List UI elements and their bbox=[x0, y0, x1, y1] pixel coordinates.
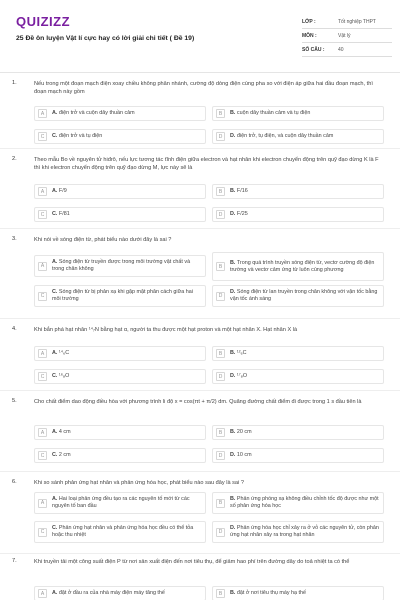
option-text: F/16 bbox=[236, 188, 248, 194]
option-text: Hai loại phản ứng đều tạo ra các nguyên tố mới từ các nguyên tố ban đầu bbox=[52, 496, 190, 509]
option-letter: A bbox=[38, 187, 47, 196]
option-text: điện trở và tụ điện bbox=[58, 133, 103, 139]
meta-row-class bbox=[302, 15, 392, 29]
meta-row-count bbox=[302, 43, 392, 57]
option-a[interactable] bbox=[34, 106, 206, 121]
option-d[interactable] bbox=[212, 521, 384, 543]
option-text: ¹²₆C bbox=[236, 350, 247, 356]
option-text: 10 cm bbox=[236, 452, 252, 458]
option-key: B. bbox=[230, 110, 236, 116]
question-number: 2. bbox=[12, 156, 17, 162]
option-letter: A bbox=[38, 109, 47, 118]
quizizz-logo: QUIZIZZ bbox=[16, 14, 71, 29]
option-c[interactable] bbox=[34, 285, 206, 307]
option-d[interactable] bbox=[212, 207, 384, 222]
option-d[interactable] bbox=[212, 369, 384, 384]
meta-key: MÔN : bbox=[302, 32, 317, 39]
meta-value: 40 bbox=[338, 46, 344, 53]
option-key: D. bbox=[230, 373, 236, 379]
option-text: 20 cm bbox=[236, 429, 252, 435]
option-key: C. bbox=[52, 133, 58, 139]
option-key: D. bbox=[230, 211, 236, 217]
option-letter: D bbox=[216, 372, 225, 381]
option-a[interactable] bbox=[34, 346, 206, 361]
option-text: điện trở và cuộn dây thuần cảm bbox=[58, 110, 135, 116]
option-text: Sóng điện từ truyền được trong môi trường vật chất và trong chân không bbox=[52, 259, 191, 272]
option-c[interactable] bbox=[34, 369, 206, 384]
meta-row-subject bbox=[302, 29, 392, 43]
option-key: B. bbox=[230, 429, 236, 435]
option-text: Trong quá trình truyền sóng điện từ, vectơ cường độ điện trường và vectơ cảm ứng từ luôn cùng phương bbox=[230, 259, 375, 273]
option-text: Phản ứng hạt nhân và phản ứng hóa học đều có thể tỏa hoặc thu nhiệt bbox=[52, 525, 194, 538]
option-key: A. bbox=[52, 429, 58, 435]
question-divider bbox=[0, 228, 400, 229]
option-letter: D bbox=[216, 451, 225, 460]
option-letter: A bbox=[38, 428, 47, 437]
option-text: F/25 bbox=[236, 211, 248, 217]
option-a[interactable] bbox=[34, 425, 206, 440]
option-c[interactable] bbox=[34, 207, 206, 222]
option-key: A. bbox=[52, 188, 58, 194]
option-c[interactable] bbox=[34, 129, 206, 144]
question-divider bbox=[0, 390, 400, 391]
option-key: B. bbox=[230, 188, 236, 194]
option-text: đặt ở nơi tiêu thụ máy hạ thế bbox=[236, 590, 307, 596]
option-a[interactable] bbox=[34, 492, 206, 514]
option-letter: B bbox=[216, 109, 225, 118]
option-letter: D bbox=[216, 292, 225, 301]
option-text: ¹⁶₈O bbox=[58, 373, 70, 379]
option-key: B. bbox=[230, 350, 236, 356]
option-letter: C bbox=[38, 210, 47, 219]
option-key: A. bbox=[52, 259, 58, 265]
meta-key: SỐ CÂU : bbox=[302, 46, 325, 53]
question-divider bbox=[0, 471, 400, 472]
option-letter: C bbox=[38, 451, 47, 460]
option-d[interactable] bbox=[212, 448, 384, 463]
option-text: đặt ở đầu ra của nhà máy điện máy tăng thế bbox=[58, 590, 165, 596]
option-key: C. bbox=[52, 373, 58, 379]
option-key: A. bbox=[52, 350, 58, 356]
question-divider bbox=[0, 148, 400, 149]
option-d[interactable] bbox=[212, 129, 384, 144]
option-key: B. bbox=[230, 590, 236, 596]
option-b[interactable] bbox=[212, 492, 384, 514]
option-a[interactable] bbox=[34, 255, 206, 277]
option-b[interactable] bbox=[212, 346, 384, 361]
option-key: D. bbox=[230, 525, 236, 531]
option-letter: C bbox=[38, 528, 47, 537]
option-letter: C bbox=[38, 372, 47, 381]
question-number: 5. bbox=[12, 398, 17, 404]
question-text: Khi so sánh phản ứng hạt nhân và phản ứng hóa học, phát biểu nào sau đây là sai ? bbox=[34, 480, 244, 486]
option-key: A. bbox=[52, 496, 58, 502]
option-b[interactable] bbox=[212, 586, 384, 600]
question-divider bbox=[0, 553, 400, 554]
option-text: Sóng điện từ bị phản xạ khi gặp mặt phân cách giữa hai môi trường bbox=[52, 289, 193, 302]
document-title: 25 Đề ôn luyện Vật lí cực hay có lời giải chi tiết ( Đề 19) bbox=[16, 35, 195, 42]
option-letter: C bbox=[38, 132, 47, 141]
option-b[interactable] bbox=[212, 184, 384, 199]
option-c[interactable] bbox=[34, 521, 206, 543]
option-text: Phản ứng phóng xạ không điều chỉnh tốc độ được như một số phản ứng hóa học bbox=[230, 496, 379, 509]
option-text: ¹⁴₆C bbox=[58, 350, 70, 356]
option-key: C. bbox=[52, 525, 58, 531]
option-key: B. bbox=[230, 496, 236, 502]
question-number: 1. bbox=[12, 80, 17, 86]
document-header bbox=[0, 0, 400, 74]
option-letter: A bbox=[38, 349, 47, 358]
option-key: A. bbox=[52, 110, 58, 116]
option-b[interactable] bbox=[212, 252, 384, 281]
meta-value: Tốt nghiệp THPT bbox=[338, 18, 376, 25]
question-text: Khi nói về sóng điện từ, phát biểu nào dưới đây là sai ? bbox=[34, 237, 172, 243]
option-letter: B bbox=[216, 428, 225, 437]
option-letter: B bbox=[216, 499, 225, 508]
option-letter: D bbox=[216, 132, 225, 141]
meta-value: Vật lý bbox=[338, 32, 351, 39]
question-text: Khi truyền tải một công suất điện P từ nơi sản xuất điện đến nơi tiêu thụ, để giảm hao phí trên đường dây do toả nhiệt ta có thể bbox=[34, 559, 350, 565]
option-text: điện trở, tụ điện, và cuộn dây thuần cảm bbox=[236, 133, 334, 139]
question-text: Cho chất điểm dao động điều hòa với phương trình li độ x = cos(πt + π/2) dm. Quãng đường chất điểm đi được trong 1 s đầu tiên là bbox=[34, 399, 362, 405]
option-letter: B bbox=[216, 349, 225, 358]
meta-table bbox=[302, 15, 392, 57]
question-text: Theo mẫu Bo về nguyên tử hiđrô, nếu lực tương tác tĩnh điện giữa electron và hạt nhân khi electron chuyển động trên quỹ đạo dừng K là F thì khi electron chuyển động trên quỹ đạo dừng M, lực này sẽ là bbox=[34, 157, 379, 171]
option-letter: B bbox=[216, 262, 225, 271]
option-key: C. bbox=[52, 289, 58, 295]
question-number: 4. bbox=[12, 326, 17, 332]
question-number: 3. bbox=[12, 236, 17, 242]
option-letter: D bbox=[216, 528, 225, 537]
option-b[interactable] bbox=[212, 425, 384, 440]
question-divider bbox=[0, 318, 400, 319]
option-letter: C bbox=[38, 292, 47, 301]
option-text: F/9 bbox=[58, 188, 67, 194]
option-letter: A bbox=[38, 589, 47, 598]
option-key: D. bbox=[230, 452, 236, 458]
option-key: B. bbox=[230, 259, 236, 266]
question-number: 7. bbox=[12, 558, 17, 564]
option-key: C. bbox=[52, 211, 58, 217]
header-divider bbox=[0, 72, 400, 73]
option-key: A. bbox=[52, 590, 58, 596]
option-key: D. bbox=[230, 289, 236, 295]
option-key: C. bbox=[52, 452, 58, 458]
meta-key: LỚP : bbox=[302, 18, 316, 25]
option-text: 2 cm bbox=[58, 452, 71, 458]
option-text: 4 cm bbox=[58, 429, 71, 435]
question-number: 6. bbox=[12, 479, 17, 485]
option-c[interactable] bbox=[34, 448, 206, 463]
question-text: Nếu trong một đoạn mạch điện xoay chiều không phân nhánh, cường độ dòng điện cùng pha so với điện áp giữa hai đầu đoạn mạch, thì đoạn mạch này gồm bbox=[34, 81, 373, 95]
option-letter: A bbox=[38, 262, 47, 271]
option-text: ¹⁷₈O bbox=[236, 373, 248, 379]
option-a[interactable] bbox=[34, 184, 206, 199]
option-letter: B bbox=[216, 187, 225, 196]
option-a[interactable] bbox=[34, 586, 206, 600]
option-b[interactable] bbox=[212, 106, 384, 121]
option-key: D. bbox=[230, 133, 236, 139]
option-text: cuộn dây thuần cảm và tụ điện bbox=[236, 110, 311, 116]
option-letter: B bbox=[216, 589, 225, 598]
question-text: Khi bắn phá hạt nhân ¹⁴₇N bằng hạt α, người ta thu được một hạt proton và một hạt nhân X. Hạt nhân X là bbox=[34, 327, 298, 333]
option-letter: D bbox=[216, 210, 225, 219]
option-text: Phản ứng hóa học chỉ xảy ra ở vỏ các nguyên tử, còn phản ứng hạt nhân xảy ra trong hạt nhân bbox=[230, 525, 379, 538]
option-d[interactable] bbox=[212, 285, 384, 307]
option-text: F/81 bbox=[58, 211, 70, 217]
option-text: Sóng điện từ lan truyền trong chân không với vận tốc bằng vận tốc ánh sáng bbox=[230, 289, 378, 302]
option-letter: A bbox=[38, 499, 47, 508]
